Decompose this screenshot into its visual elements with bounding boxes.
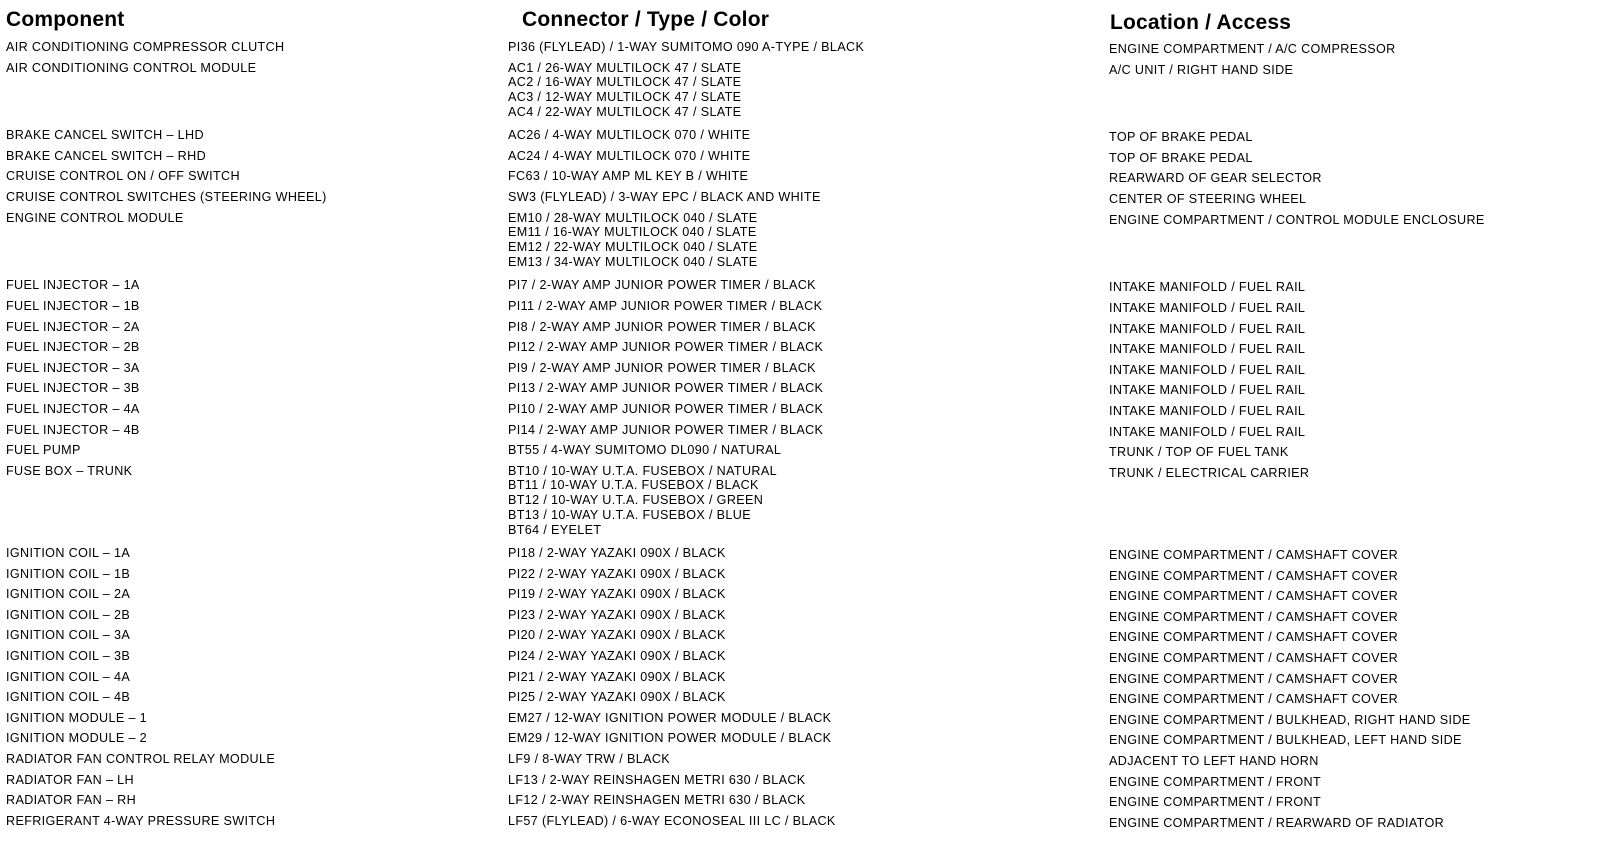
connector-line: LF13 / 2-WAY REINSHAGEN METRI 630 / BLACK (508, 772, 806, 787)
connector-line: PI36 (FLYLEAD) / 1-WAY SUMITOMO 090 A-TYPE / BLACK (508, 40, 865, 54)
location-cell: INTAKE MANIFOLD / FUEL RAIL (1109, 362, 1306, 377)
connector-cell (508, 190, 821, 205)
connector-cell (508, 814, 836, 829)
table-body (0, 40, 1598, 834)
table-row (0, 190, 1598, 211)
location-cell: INTAKE MANIFOLD / FUEL RAIL (1109, 424, 1306, 439)
component-cell: FUEL INJECTOR – 2A (6, 319, 140, 334)
table-row (0, 149, 1598, 170)
component-cell: IGNITION COIL – 3A (6, 628, 131, 643)
location-cell: INTAKE MANIFOLD / FUEL RAIL (1109, 321, 1306, 336)
location-cell: ENGINE COMPARTMENT / BULKHEAD, LEFT HAND SIDE (1109, 733, 1462, 748)
location-cell: ENGINE COMPARTMENT / CAMSHAFT COVER (1109, 589, 1399, 604)
table-row (0, 443, 1598, 464)
connector-cell (508, 40, 864, 55)
location-cell: ENGINE COMPARTMENT / CAMSHAFT COVER (1109, 609, 1399, 624)
component-cell: BRAKE CANCEL SWITCH – LHD (6, 128, 204, 143)
connector-line: SW3 (FLYLEAD) / 3-WAY EPC / BLACK AND WHITE (508, 190, 821, 205)
connector-line: BT55 / 4-WAY SUMITOMO DL090 / NATURAL (508, 443, 782, 458)
location-cell: ENGINE COMPARTMENT / FRONT (1109, 795, 1322, 810)
connector-line: AC24 / 4-WAY MULTILOCK 070 / WHITE (508, 148, 751, 163)
connector-line: PI18 / 2-WAY YAZAKI 090X / BLACK (508, 546, 726, 561)
table-row (0, 567, 1598, 588)
connector-cell (508, 443, 781, 458)
component-cell: IGNITION COIL – 2B (6, 607, 131, 622)
connector-line: EM12 / 22-WAY MULTILOCK 040 / SLATE (508, 240, 758, 255)
component-cell: FUEL PUMP (6, 443, 81, 458)
connector-line: PI10 / 2-WAY AMP JUNIOR POWER TIMER / BLACK (508, 401, 824, 416)
connector-cell (508, 752, 670, 767)
connector-cell (508, 278, 816, 293)
connector-cell (508, 670, 726, 685)
table-row (0, 464, 1598, 546)
table-row (0, 299, 1598, 320)
location-cell: CENTER OF STEERING WHEEL (1109, 192, 1307, 207)
table-row (0, 608, 1598, 629)
header-connector: Connector / Type / Color (522, 8, 770, 31)
connector-cell (508, 402, 823, 417)
location-cell: ENGINE COMPARTMENT / CAMSHAFT COVER (1109, 630, 1399, 645)
component-cell: AIR CONDITIONING COMPRESSOR CLUTCH (6, 40, 285, 54)
location-cell: TOP OF BRAKE PEDAL (1109, 130, 1253, 145)
connector-cell (508, 211, 758, 270)
connector-line: PI14 / 2-WAY AMP JUNIOR POWER TIMER / BLACK (508, 422, 824, 437)
connector-line: LF9 / 8-WAY TRW / BLACK (508, 752, 671, 767)
connector-line: PI21 / 2-WAY YAZAKI 090X / BLACK (508, 669, 726, 684)
location-cell: ENGINE COMPARTMENT / A/C COMPRESSOR (1109, 42, 1396, 56)
connector-line: EM11 / 16-WAY MULTILOCK 040 / SLATE (508, 225, 757, 240)
table-row (0, 381, 1598, 402)
connector-line: AC2 / 16-WAY MULTILOCK 47 / SLATE (508, 75, 742, 90)
component-cell: REFRIGERANT 4-WAY PRESSURE SWITCH (6, 813, 276, 828)
table-row (0, 40, 1598, 61)
location-cell: ENGINE COMPARTMENT / BULKHEAD, RIGHT HAND SIDE (1109, 712, 1471, 727)
connector-line: BT13 / 10-WAY U.T.A. FUSEBOX / BLUE (508, 507, 751, 522)
component-cell: IGNITION COIL – 2A (6, 587, 131, 602)
table-row (0, 731, 1598, 752)
connector-line: EM29 / 12-WAY IGNITION POWER MODULE / BLACK (508, 731, 832, 746)
connector-line: LF12 / 2-WAY REINSHAGEN METRI 630 / BLACK (508, 793, 806, 808)
table-row (0, 320, 1598, 341)
connector-line: PI24 / 2-WAY YAZAKI 090X / BLACK (508, 649, 726, 664)
location-cell: TRUNK / ELECTRICAL CARRIER (1109, 465, 1310, 480)
component-cell: FUEL INJECTOR – 1A (6, 278, 140, 293)
location-cell: ENGINE COMPARTMENT / CAMSHAFT COVER (1109, 671, 1399, 686)
connector-cell (508, 690, 726, 705)
connector-cell (508, 320, 816, 335)
connector-line: BT64 / EYELET (508, 522, 602, 537)
component-cell: ENGINE CONTROL MODULE (6, 210, 184, 225)
component-cell: IGNITION MODULE – 1 (6, 710, 148, 725)
connector-cell (508, 381, 823, 396)
connector-cell (508, 149, 750, 164)
connector-cell (508, 61, 741, 120)
connector-cell (508, 361, 816, 376)
table-row (0, 211, 1598, 279)
connector-line: AC1 / 26-WAY MULTILOCK 47 / SLATE (508, 60, 742, 75)
location-cell: INTAKE MANIFOLD / FUEL RAIL (1109, 383, 1306, 398)
component-cell: IGNITION COIL – 4A (6, 669, 131, 684)
location-cell: TOP OF BRAKE PEDAL (1109, 150, 1253, 165)
table-row (0, 773, 1598, 794)
connector-line: EM10 / 28-WAY MULTILOCK 040 / SLATE (508, 210, 758, 225)
table-row (0, 587, 1598, 608)
component-cell: RADIATOR FAN – RH (6, 793, 137, 808)
component-cell: IGNITION COIL – 1B (6, 566, 131, 581)
connector-line: PI20 / 2-WAY YAZAKI 090X / BLACK (508, 628, 726, 643)
connector-line: PI12 / 2-WAY AMP JUNIOR POWER TIMER / BLACK (508, 340, 824, 355)
connector-line: PI11 / 2-WAY AMP JUNIOR POWER TIMER / BLACK (508, 298, 823, 313)
component-cell: IGNITION COIL – 1A (6, 546, 131, 561)
location-cell: ADJACENT TO LEFT HAND HORN (1109, 754, 1319, 769)
connector-line: LF57 (FLYLEAD) / 6-WAY ECONOSEAL III LC / BLACK (508, 813, 836, 828)
connector-line: PI13 / 2-WAY AMP JUNIOR POWER TIMER / BLACK (508, 381, 824, 396)
connector-cell (508, 711, 831, 726)
location-cell: INTAKE MANIFOLD / FUEL RAIL (1109, 342, 1306, 357)
location-cell: REARWARD OF GEAR SELECTOR (1109, 171, 1322, 186)
connector-line: FC63 / 10-WAY AMP ML KEY B / WHITE (508, 169, 749, 184)
location-cell: INTAKE MANIFOLD / FUEL RAIL (1109, 300, 1306, 315)
table-row (0, 649, 1598, 670)
component-cell: FUEL INJECTOR – 4B (6, 422, 140, 437)
location-cell: ENGINE COMPARTMENT / CAMSHAFT COVER (1109, 548, 1399, 563)
component-cell: FUSE BOX – TRUNK (6, 463, 133, 478)
component-cell: CRUISE CONTROL SWITCHES (STEERING WHEEL) (6, 190, 327, 205)
location-cell: ENGINE COMPARTMENT / REARWARD OF RADIATOR (1109, 815, 1445, 830)
location-cell: ENGINE COMPARTMENT / FRONT (1109, 774, 1322, 789)
connector-line: PI25 / 2-WAY YAZAKI 090X / BLACK (508, 690, 726, 705)
connector-cell (508, 464, 777, 538)
header-component: Component (6, 8, 125, 31)
table-row (0, 546, 1598, 567)
location-cell: ENGINE COMPARTMENT / CAMSHAFT COVER (1109, 692, 1399, 707)
table-row (0, 814, 1598, 835)
header-location: Location / Access (1110, 11, 1292, 34)
component-cell: RADIATOR FAN CONTROL RELAY MODULE (6, 752, 276, 767)
component-cell: FUEL INJECTOR – 3B (6, 381, 140, 396)
component-cell: FUEL INJECTOR – 2B (6, 340, 140, 355)
component-cell: IGNITION COIL – 4B (6, 690, 131, 705)
connector-cell (508, 567, 726, 582)
connector-line: PI19 / 2-WAY YAZAKI 090X / BLACK (508, 587, 726, 602)
table-row (0, 361, 1598, 382)
component-cell: AIR CONDITIONING CONTROL MODULE (6, 60, 257, 75)
connector-cell (508, 546, 726, 561)
component-cell: CRUISE CONTROL ON / OFF SWITCH (6, 169, 240, 184)
location-cell: INTAKE MANIFOLD / FUEL RAIL (1109, 280, 1306, 295)
connector-cell (508, 773, 806, 788)
connector-cell (508, 340, 823, 355)
table-row (0, 423, 1598, 444)
location-cell: ENGINE COMPARTMENT / CAMSHAFT COVER (1109, 651, 1399, 666)
connector-line: AC26 / 4-WAY MULTILOCK 070 / WHITE (508, 128, 751, 143)
component-cell: RADIATOR FAN – LH (6, 772, 134, 787)
connector-cell (508, 649, 726, 664)
connector-cell (508, 793, 806, 808)
connector-line: PI7 / 2-WAY AMP JUNIOR POWER TIMER / BLACK (508, 278, 816, 293)
location-cell: A/C UNIT / RIGHT HAND SIDE (1109, 62, 1294, 77)
component-cell: FUEL INJECTOR – 3A (6, 360, 140, 375)
table-row (0, 711, 1598, 732)
location-cell: TRUNK / TOP OF FUEL TANK (1109, 445, 1289, 460)
connector-cell (508, 128, 750, 143)
table-row (0, 628, 1598, 649)
connector-line: EM27 / 12-WAY IGNITION POWER MODULE / BLACK (508, 710, 832, 725)
table-row (0, 61, 1598, 129)
connector-cell (508, 299, 822, 314)
component-cell: FUEL INJECTOR – 1B (6, 298, 140, 313)
table-row (0, 670, 1598, 691)
connector-line: AC3 / 12-WAY MULTILOCK 47 / SLATE (508, 90, 742, 104)
connector-cell (508, 608, 726, 623)
component-cell: IGNITION COIL – 3B (6, 649, 131, 664)
connector-cell (508, 587, 726, 602)
connector-cell (508, 731, 831, 746)
table-row (0, 340, 1598, 361)
connector-line: BT11 / 10-WAY U.T.A. FUSEBOX / BLACK (508, 478, 759, 493)
connector-line: PI22 / 2-WAY YAZAKI 090X / BLACK (508, 566, 726, 581)
table-row (0, 169, 1598, 190)
connector-line: EM13 / 34-WAY MULTILOCK 040 / SLATE (508, 254, 758, 269)
connector-cell (508, 423, 823, 438)
location-cell: ENGINE COMPARTMENT / CAMSHAFT COVER (1109, 568, 1399, 583)
table-row (0, 690, 1598, 711)
connector-line: BT10 / 10-WAY U.T.A. FUSEBOX / NATURAL (508, 463, 777, 478)
location-cell: INTAKE MANIFOLD / FUEL RAIL (1109, 403, 1306, 418)
component-cell: FUEL INJECTOR – 4A (6, 401, 140, 416)
component-cell: IGNITION MODULE – 2 (6, 731, 148, 746)
connector-line: PI23 / 2-WAY YAZAKI 090X / BLACK (508, 607, 726, 622)
table-row (0, 278, 1598, 299)
connector-cell (508, 628, 726, 643)
connector-line: AC4 / 22-WAY MULTILOCK 47 / SLATE (508, 104, 742, 119)
component-cell: BRAKE CANCEL SWITCH – RHD (6, 148, 207, 163)
connector-line: PI8 / 2-WAY AMP JUNIOR POWER TIMER / BLACK (508, 319, 816, 334)
table-row (0, 402, 1598, 423)
connector-line: BT12 / 10-WAY U.T.A. FUSEBOX / GREEN (508, 493, 764, 508)
connector-line: PI9 / 2-WAY AMP JUNIOR POWER TIMER / BLACK (508, 360, 816, 375)
table-row (0, 752, 1598, 773)
location-cell: ENGINE COMPARTMENT / CONTROL MODULE ENCLOSURE (1109, 212, 1485, 227)
connector-cell (508, 169, 748, 184)
table-row (0, 793, 1598, 814)
table-row (0, 128, 1598, 149)
